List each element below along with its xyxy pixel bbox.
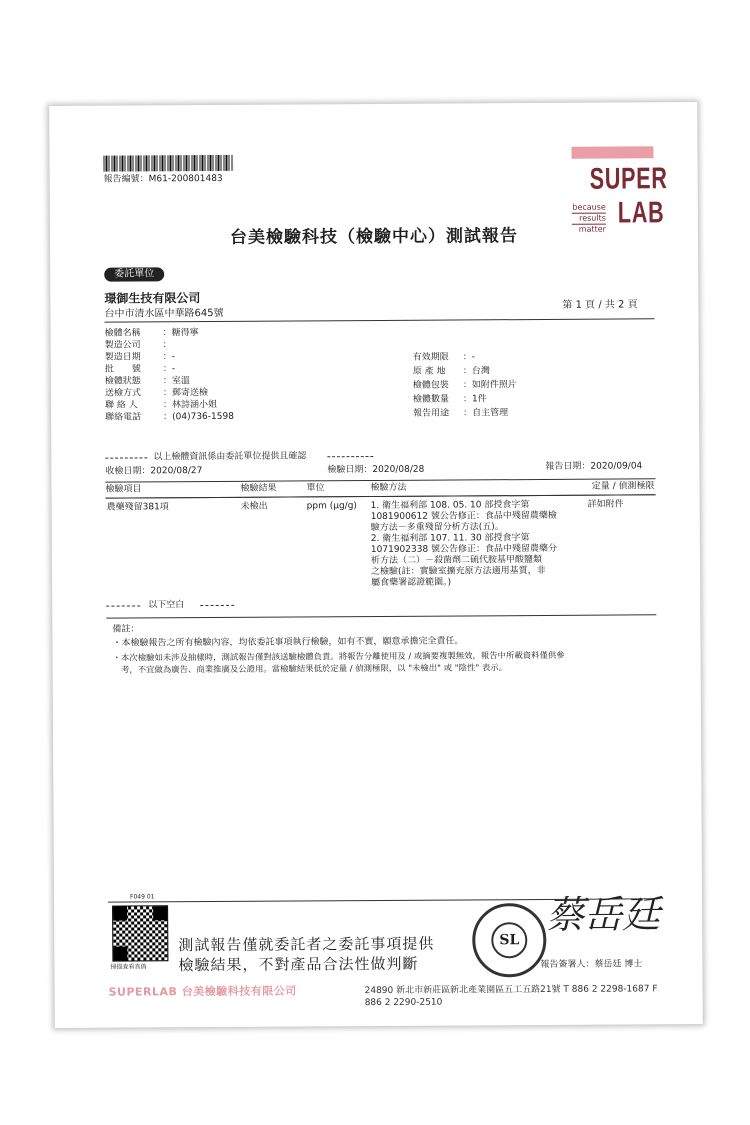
disclaimer-stamp (178, 934, 434, 976)
column-header: 檢驗項目 (105, 484, 142, 495)
method-line: 之檢驗(註：實驗室擴充原方法適用基質，非 (371, 565, 546, 578)
footer-bar (108, 982, 659, 1009)
sample-field: 批 號 ：- (104, 364, 176, 375)
method-line: 析方法（二）－殺菌劑二硫代胺基甲酸鹽類 (370, 554, 543, 567)
report-date: 報告日期：2020/09/04 (545, 461, 643, 472)
barcode (103, 155, 233, 172)
report-sheet (49, 102, 703, 1028)
column-header: 檢驗結果 (240, 483, 277, 494)
remark-line: ・本檢驗報告之所有檢驗內容，均依委託事項執行檢驗，如有不實，願意承擔完全責任。 (112, 636, 464, 649)
dash-line (106, 605, 140, 606)
logo-tagline-word: because (572, 203, 606, 214)
sample-field: 送檢方式 ：郵寄送檢 (104, 388, 209, 399)
sample-field: 原 產 地 ：台灣 (412, 366, 490, 377)
sample-field: 報告用途 ：自主管理 (413, 408, 509, 419)
column-header: 檢驗方法 (370, 482, 407, 494)
method-line: 屬食藥署認證範圍。) (371, 577, 452, 589)
report-title: 台美檢驗科技（檢驗中心）測試報告 (229, 226, 519, 248)
client-tag: 委託單位 (104, 267, 164, 281)
logo-tagline-word: matter (578, 224, 606, 234)
method-line: 1081900612 號公告修正：食品中殘留農藥檢 (370, 510, 557, 523)
test-method (370, 495, 579, 590)
logo-accent-bar (571, 146, 653, 159)
method-line: 驗方法－多重殘留分析方法(五)。 (370, 522, 504, 534)
method-line: 1. 衛生福利部 108. 05. 10 部授食字第 (370, 500, 530, 512)
qr-code-icon (112, 905, 168, 961)
remarks (112, 620, 652, 675)
lab-seal-icon (472, 903, 546, 977)
seal-text: SL (491, 922, 527, 958)
client-address: 台中市清水區中華路645號 (104, 307, 224, 320)
sample-info-right (413, 351, 613, 420)
divider (106, 614, 656, 618)
footer-brand: SUPERLAB 台美檢驗科技有限公司 (108, 984, 297, 999)
column-header: 定量 / 偵測極限 (591, 481, 655, 492)
tested-date: 檢驗日期：2020/08/28 (327, 464, 425, 476)
dash-line (200, 605, 234, 606)
sample-field: 檢體名稱 ：糖得寧 (104, 328, 199, 339)
stamp-line: 檢驗結果，不對產品合法性做判斷 (178, 954, 419, 975)
test-item: 農藥殘留381項 (106, 502, 169, 513)
footer-address: 24890 新北市新莊區新北產業園區五工五路21號 T 886 2 2298-1687 F 886 2 2290-2510 (364, 984, 658, 1009)
dash-line (327, 456, 373, 457)
remark-line: ・本次檢驗如未涉及抽樣時，測試報告僅對該送驗檢體負責。將報告分離使用及 / 或摘要複製無效，報告中所載資料僅供參 (112, 649, 565, 663)
qr-label: F049 01 (130, 893, 155, 901)
dash-line (105, 457, 147, 458)
sample-field: 檢體包裝 ：如附件照片 (412, 380, 517, 391)
test-limit: 詳如附件 (587, 499, 624, 510)
sample-field: 製造公司 ： (104, 340, 172, 351)
sample-field: 製造日期 ：- (104, 352, 176, 363)
signature: 蔡岳廷 (546, 892, 661, 937)
remark-line: 考，不宜做為廣告、商業推廣及公證用。當檢驗結果低於定量 / 偵測極限，以 "未檢出" 或 "陰性" 表示。 (112, 662, 507, 675)
report-number: 報告編號：M61-200801483 (103, 173, 223, 185)
blank-below: 以下空白 (148, 600, 185, 611)
sample-field: 聯 絡 人 ：林詩涵小姐 (104, 399, 218, 411)
logo-tagline-word: results (572, 214, 606, 225)
sample-field: 檢體狀態 ：室溫 (104, 376, 190, 387)
sample-info-left (105, 326, 346, 423)
method-line: 2. 衛生福利部 107. 11. 30 部授食字第 (370, 533, 530, 545)
table-row (106, 495, 657, 592)
remarks-title: 備註： (112, 624, 140, 635)
logo-super: SUPER (589, 162, 668, 196)
client-company: 璟御生技有限公司 (104, 291, 201, 306)
test-unit: ppm (μg/g) (306, 501, 357, 512)
qr-caption: 掃描查看真偽 (110, 963, 147, 971)
received-date: 收檢日期：2020/08/27 (105, 466, 203, 477)
logo-lab: LAB (617, 196, 665, 230)
test-result: 未檢出 (240, 501, 268, 512)
column-header: 單位 (306, 483, 325, 494)
signer: 報告簽署人：蔡岳廷 博士 (540, 959, 643, 971)
results-table (105, 478, 656, 591)
sample-field: 有效期限 ：- (412, 352, 476, 363)
stamp-line: 測試報告僅就委託者之委託事項提供 (178, 934, 435, 955)
page-number: 第 1 頁 / 共 2 頁 (562, 299, 638, 311)
sample-field: 檢體數量 ：1件 (412, 394, 487, 405)
provided-note: 以上檢體資訊係由委託單位提供且確認 (153, 451, 307, 463)
sample-field: 聯絡電話 ：(04)736-1598 (105, 411, 234, 423)
method-line: 1071902338 號公告修正：食品中殘留農藥分 (370, 543, 558, 556)
